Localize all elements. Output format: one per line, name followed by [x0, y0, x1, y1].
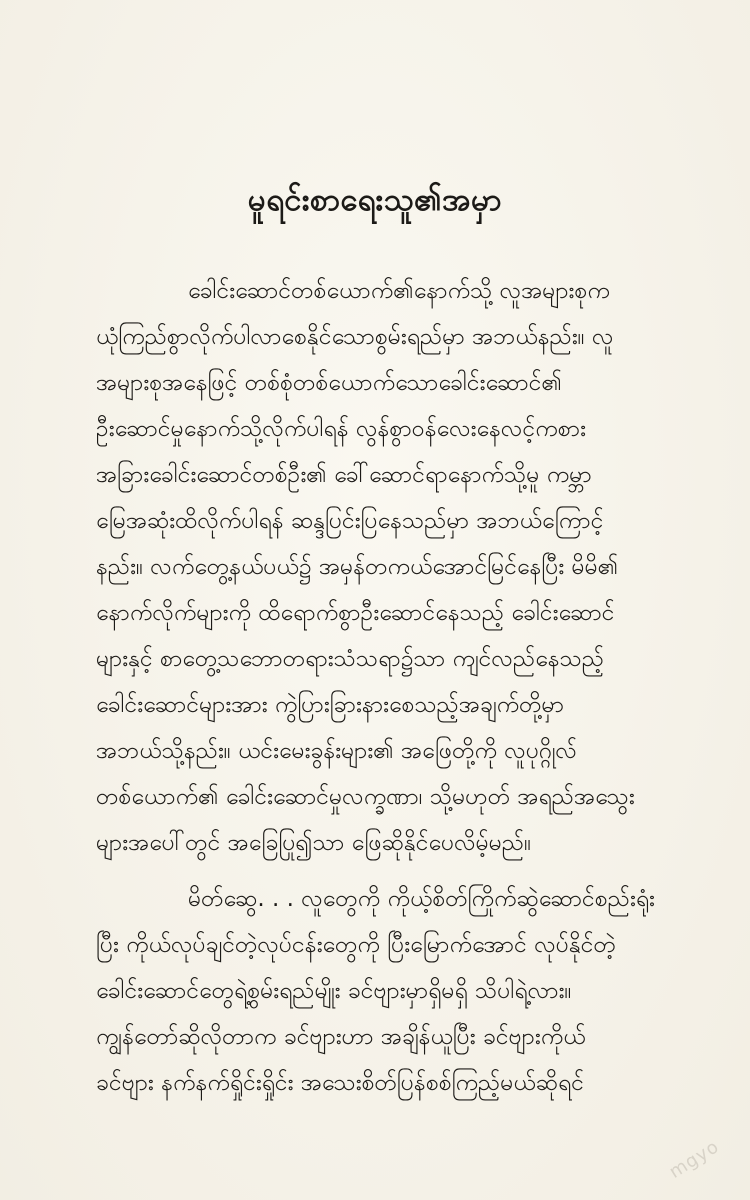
text-line: များနှင့် စာတွေ့သဘောတရားသံသရာ၌သာ ကျင်လည်နေသည့် — [96, 646, 605, 672]
text-line: မြေအဆုံးထိလိုက်ပါရန် ဆန္ဒပြင်းပြနေသည်မှာ အဘယ်ကြောင့် — [96, 508, 604, 534]
text-line: များအပေါ်တွင် အခြေပြု၍သာ ဖြေဆိုနိုင်ပေလိမ့်မည်။ — [96, 830, 532, 856]
paragraph-1 — [96, 268, 716, 866]
text-line: နည်း။ လက်တွေ့နယ်ပယ်၌ အမှန်တကယ်အောင်မြင်နေပြီး မိမိ၏ — [96, 554, 619, 580]
text-line: နောက်လိုက်များကို ထိရောက်စွာဦးဆောင်နေသည့် ခေါင်းဆောင် — [96, 600, 615, 626]
text-line: အဘယ်သို့နည်း။ ယင်းမေးခွန်းများ၏ အဖြေတို့ကို လူပုဂ္ဂိုလ် — [96, 738, 577, 764]
text-line: ခေါင်းဆောင်တစ်ယောက်၏နောက်သို့ လူအများစုက — [188, 278, 610, 304]
body-text — [96, 268, 716, 1106]
text-line: ပြီး ကိုယ်လုပ်ချင်တဲ့လုပ်ငန်းတွေကို ပြီးမြောက်အောင် လုပ်နိုင်တဲ့ — [96, 932, 616, 958]
text-line: ခေါင်းဆောင်များအား ကွဲပြားခြားနားစေသည့်အချက်တို့မှာ — [96, 692, 565, 718]
text-line: အများစုအနေဖြင့် တစ်စုံတစ်ယောက်သောခေါင်းဆောင်၏ — [96, 370, 562, 396]
page-title: မူရင်းစာရေးသူ၏အမှာ — [247, 182, 503, 218]
text-line: ဦးဆောင်မှုနောက်သို့လိုက်ပါရန် လွန်စွာဝန်လေးနေလင့်ကစား — [96, 416, 586, 442]
text-line: ယုံကြည်စွာလိုက်ပါလာစေနိုင်သောစွမ်းရည်မှာ အဘယ်နည်း။ လူ — [96, 324, 614, 350]
text-line: တစ်ယောက်၏ ခေါင်းဆောင်မှုလက္ခဏာ၊ သို့မဟုတ် အရည်အသွေး — [96, 784, 635, 810]
text-line: ခင်ဗျား နက်နက်ရှိုင်းရှိုင်း အသေးစိတ်ပြန်စစ်ကြည့်မယ်ဆိုရင် — [96, 1070, 584, 1096]
text-line: မိတ်ဆွေ. . . လူတွေကို ကိုယ့်စိတ်ကြိုက်ဆွဲဆောင်စည်းရုံး — [188, 886, 655, 912]
text-line: ခေါင်းဆောင်တွေရဲ့စွမ်းရည်မျိုး ခင်ဗျားမှာရှိမရှိ သိပါရဲ့လား။ — [96, 978, 572, 1004]
watermark: mgyo — [665, 1136, 724, 1183]
text-line: ကျွန်တော်ဆိုလိုတာက ခင်ဗျားဟာ အချိန်ယူပြီး ခင်ဗျားကိုယ် — [96, 1024, 586, 1050]
paragraph-2 — [96, 876, 716, 1106]
text-line: အခြားခေါင်းဆောင်တစ်ဦး၏ ခေါ်ဆောင်ရာနောက်သို့မူ ကမ္ဘာ — [96, 462, 592, 488]
